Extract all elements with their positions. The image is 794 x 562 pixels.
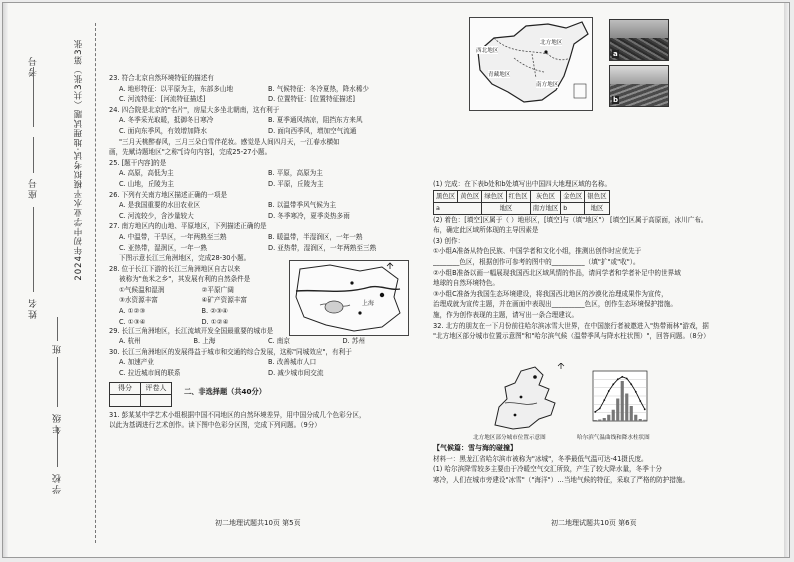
binding-dashed-line	[95, 23, 96, 543]
r-question-3c-line3: 施，作为创作表现的主题，请写出一条合理建议。	[433, 310, 579, 319]
option: B. ②③④	[201, 307, 228, 316]
r-question-2-line2: 布，确定此区域所体现的主导因素是	[433, 226, 539, 235]
r-question-3c-line2: 治理成就为宣传主题，并在画面中表现出__________色区，创作生态环境保护措施。	[433, 300, 677, 309]
question-27: 27. 南方地区内的山地、平原地区，下列描述正确的是	[109, 222, 267, 231]
score-cell-value[interactable]	[110, 394, 141, 406]
option: C. 面向东季风，有效增加降水	[119, 126, 207, 135]
grader-cell-value[interactable]	[141, 394, 172, 406]
q27-options-row2	[109, 243, 417, 254]
question-28: 28. 位于长江下游的长江三角洲地区自古以来	[109, 264, 241, 273]
statement: ①气候温和湿润	[119, 285, 165, 294]
footer-left-page-number: 初二地理试题共10页 第5页	[215, 519, 301, 527]
question-24: 24. 四合院是北京的"名片"，房屋大多坐北朝南，这有利于	[109, 105, 280, 114]
score-table	[109, 382, 172, 407]
name-line	[33, 207, 34, 292]
q28-choices-2	[109, 317, 284, 328]
r-question-32: 32. 北方的朋友在一下月份前往哈尔滨冰雪大世界，在中国旅行者被邀进入"热带雨林"游戏，据	[433, 321, 709, 330]
color-region-table	[433, 190, 610, 215]
precip-bar	[616, 399, 619, 422]
exam-no-line	[33, 67, 34, 127]
option: A. 杭州	[119, 337, 141, 346]
temperature-point	[639, 400, 641, 402]
precip-bar	[607, 415, 610, 421]
option: C. 拉近城市间的联系	[119, 369, 181, 378]
question-25: 25. [题干内容]的是	[109, 158, 167, 167]
q26-options-row2	[109, 211, 417, 222]
cell-gray: 灰色区	[530, 190, 561, 202]
cell-black: 黑色区	[434, 190, 458, 202]
cell-b-region[interactable]: b	[561, 202, 585, 214]
landscape-photo-b	[609, 65, 669, 107]
left-page	[109, 73, 417, 431]
r-question-32-1-line2: 寒冷，人们在城市旁建设"冰雪"（"海洋"）…当地气候的特征，采取了严格的防护措施。	[433, 475, 690, 484]
precip-bar	[621, 381, 624, 421]
precip-bar	[603, 418, 606, 421]
option: C. ①③④	[119, 317, 146, 326]
china-region-map-svg	[470, 18, 592, 110]
r-question-3c: ③小组C准备为我国生态环境建设，将我国西北地区的沙漠化治理成果作为宣传，	[433, 289, 668, 298]
temperature-point	[603, 399, 605, 401]
precip-bar	[630, 406, 633, 421]
q30-options-row2	[109, 368, 417, 379]
precip-bar	[594, 420, 597, 421]
question-30: 30. 长江三角洲地区的发展得益于城市和交通的综合发展，这称"同城效应"，有利于	[109, 347, 352, 356]
score-cell-label: 得分	[110, 382, 141, 394]
right-page-bottom	[433, 443, 763, 485]
north-region-city-map	[485, 363, 571, 431]
exam-no-label: 考号	[29, 55, 39, 77]
cell-region[interactable]: 地区	[482, 202, 530, 214]
landscape-photo-a	[609, 19, 669, 61]
q27-options-row1	[109, 232, 417, 243]
grade-label: 年级	[53, 412, 63, 434]
option: A. 中温带，干旱区，一年两熟至三熟	[119, 232, 227, 241]
map-label-northwest: 西北地区	[476, 48, 499, 54]
r-question-32-line2: "北方地区部分城市位置示意图"和"哈尔滨气候（温带季风与降水柱状图）"，回答问题。（8分）	[433, 332, 710, 341]
q28-block	[109, 264, 417, 326]
yangtze-delta-map	[289, 260, 409, 336]
option: A. 地形特征：以平原为主，东部多山地	[119, 84, 234, 93]
temperature-point	[608, 390, 610, 392]
harbin-climate-chart	[587, 367, 653, 427]
q28-statements-1	[109, 285, 284, 296]
option: C. 亚热带，湿润区，一年一熟	[119, 243, 207, 252]
cell-red: 红色区	[506, 190, 530, 202]
temperature-point	[612, 383, 614, 385]
scan-edge-right	[784, 3, 789, 557]
temperature-point	[594, 411, 596, 413]
class-label: 班	[53, 343, 63, 354]
table-row-regions	[434, 202, 610, 214]
exam-sheet	[2, 2, 790, 558]
option: D. 冬季寒冷，夏季炎热多雨	[268, 211, 350, 220]
cell-south: 南方地区	[530, 202, 561, 214]
material-1: 材料一：黑龙江省哈尔滨市被称为"冰城"，冬季最低气温可达-41摄氏度。	[433, 454, 648, 463]
option: B. 改善城市人口	[268, 358, 317, 367]
option: A. 是我国重要的水田农业区	[119, 201, 201, 210]
q23-options-row1	[109, 84, 417, 95]
footer-right-page-number: 初二地理试题共10页 第6页	[551, 519, 637, 527]
precip-bar	[598, 420, 601, 422]
map-label-north: 北方地区	[540, 40, 563, 46]
school-label: 学校	[53, 472, 63, 494]
q24-options-row1	[109, 115, 417, 126]
name-label: 姓名	[29, 297, 39, 319]
cell-silver: 银色区	[585, 190, 609, 202]
q28-choices-1	[109, 306, 284, 317]
scan-edge-left	[3, 3, 8, 557]
r-question-3b-line2: 地球的自然环境特色。	[433, 279, 499, 288]
option: D. ①②④	[201, 317, 229, 326]
option: A. ①②③	[119, 307, 146, 316]
question-31: 31. 彭某某中学艺术小组根据中国不同地区的自然环境差异，用中国分成几个色彩分区，	[109, 410, 366, 419]
info-heading: 【气候篇：雪与海的碰撞】	[433, 444, 517, 452]
right-page	[433, 179, 763, 342]
passage-line2: 画，先赋诗题地区"之称"[诗句内容]，完成25-27小题。	[109, 148, 272, 157]
section2-header	[109, 379, 417, 407]
north-region-city-map-svg	[485, 363, 571, 431]
climate-chart-caption: 哈尔滨气温曲线和降水柱状图	[577, 435, 650, 441]
precip-bar	[639, 419, 642, 421]
photo-a-label: a	[613, 50, 618, 58]
r-question-3a-line2: ________色区，根据创作可参考的图中的__________（填"扩"或"收"）。	[433, 257, 640, 266]
section2-title: 二、非选择题（共40分）	[184, 387, 266, 397]
option: A. 冬季采光取暖，抵御冬日寒冷	[119, 116, 214, 125]
table-row-colors	[434, 190, 610, 202]
r-question-2: (2) 着色：[填空]区属于（ ）地形区，[填空]与（填"地区"） [填空]区属于高原面，冰川广布。	[433, 215, 708, 224]
question-26: 26. 下列有关南方地区描述正确的一项是	[109, 190, 228, 199]
cell-green: 绿色区	[482, 190, 506, 202]
r-question-3a: ①小组A准备从特色民族、中国学者和文化小组，推测出创作时应优先于	[433, 247, 642, 256]
option: C. 河流较少，含沙量较大	[119, 211, 194, 220]
option: B. 暖温带，半湿润区，一年一熟	[268, 232, 363, 241]
cell-region-2[interactable]: 地区	[585, 202, 609, 214]
temperature-point	[644, 408, 646, 410]
option: D. 苏州	[342, 337, 365, 346]
r-question-1: (1) 完成：在下表b处和b处填写出中国四大地理区域的名称。	[433, 180, 612, 188]
r-question-3b: ②小组B准备以画一幅展现我国西北区域风情的作品，请问学者和学者补足中的世界域	[433, 268, 681, 277]
option: B. 气候特征：冬冷夏热，降水稀少	[268, 84, 370, 93]
option: D. 面向西季风，增加空气流通	[268, 126, 357, 135]
precip-bar	[625, 394, 628, 422]
option: D. 位置特征：[位置特征描述]	[268, 95, 355, 104]
temperature-point	[635, 391, 637, 393]
vertical-paper-title: 2024年初中学业水平模拟考试·地理试题（共3张）第3张	[74, 39, 84, 281]
q28-statements-2	[109, 295, 284, 306]
option: A. 加速产业	[119, 358, 154, 367]
temperature-point	[621, 376, 623, 378]
option: B. 上海	[193, 337, 216, 346]
statement: ③水资源丰富	[119, 296, 158, 305]
map-label-shanghai: 上海	[362, 299, 375, 307]
option: B. 夏季通风纳凉，阻挡东方来风	[268, 116, 363, 125]
q28-30-intro: 下图示意长江三角洲地区，完成28-30小题。	[119, 254, 251, 263]
precip-bar	[634, 415, 637, 421]
cell-yellow: 黄色区	[458, 190, 482, 202]
statement: ②平原广阔	[201, 285, 234, 294]
option: A. 高原，高低为主	[119, 169, 174, 178]
r-question-3: (3) 创作：	[433, 236, 465, 245]
passage-line1: "三月天桃醉春风，三月三朵白雪伴花妆。感觉是人间四月天，一江春水横如	[119, 137, 340, 146]
north-map-caption: 北方地区部分城市位置示意图	[473, 435, 546, 441]
option: C. 山地，丘陵为主	[119, 179, 174, 188]
map-label-south: 南方地区	[536, 82, 559, 88]
temperature-point	[617, 378, 619, 380]
china-region-map	[469, 17, 593, 111]
question-23: 23. 符合北京自然环境特征的描述有	[109, 74, 214, 82]
r-question-32-1: (1) 哈尔滨降雪较多主要由于冷暖空气交汇所致，产生了较大降水量，冬季十分	[433, 465, 663, 474]
option: C. 河流特征：[河流特征描述]	[119, 95, 206, 104]
seat-label: 座号	[29, 177, 39, 199]
precip-bar	[643, 420, 646, 421]
q24-options-row2	[109, 126, 417, 137]
map-label-qingzang: 青藏地区	[488, 72, 511, 78]
q23-options-row2	[109, 94, 417, 105]
option: D. 减少城市间交流	[268, 369, 324, 378]
cell-a-region[interactable]: a	[434, 202, 482, 214]
seat-line	[33, 137, 34, 173]
q25-options-row2	[109, 179, 417, 190]
q28-text	[109, 264, 284, 328]
question-31-line2: 以此为基调进行艺术创作。读下图中色彩分区图，完成下列问题。（9分）	[109, 421, 321, 430]
school-line	[57, 427, 58, 467]
temperature-point	[599, 408, 601, 410]
class-line	[57, 317, 58, 341]
question-29: 29. 长江三角洲地区，长江流域开发全国最重要的城市是	[109, 326, 274, 335]
option: B. 以温带季风气候为主	[268, 201, 337, 210]
precip-bar	[612, 410, 615, 421]
option: C. 南京	[268, 337, 290, 346]
q26-options-row1	[109, 200, 417, 211]
option: B. 平原，高原为主	[268, 169, 323, 178]
temperature-point	[626, 378, 628, 380]
option: D. 平原，丘陵为主	[268, 179, 324, 188]
option: D. 亚热带，湿润区，一年两熟至三熟	[268, 243, 377, 252]
question-28-line2: 被称为"鱼米之乡"，其发展有利的自然条件是	[119, 275, 251, 284]
temperature-point	[630, 383, 632, 385]
photo-b-label: b	[613, 96, 619, 104]
q30-options-row1	[109, 357, 417, 368]
grade-line	[57, 357, 58, 407]
grader-cell-label: 评卷人	[141, 382, 172, 394]
q29-options	[109, 336, 417, 347]
yangtze-delta-map-svg	[290, 261, 408, 335]
cell-gold: 金色区	[561, 190, 585, 202]
statement: ④矿产资源丰富	[201, 296, 247, 305]
q25-options-row1	[109, 168, 417, 179]
